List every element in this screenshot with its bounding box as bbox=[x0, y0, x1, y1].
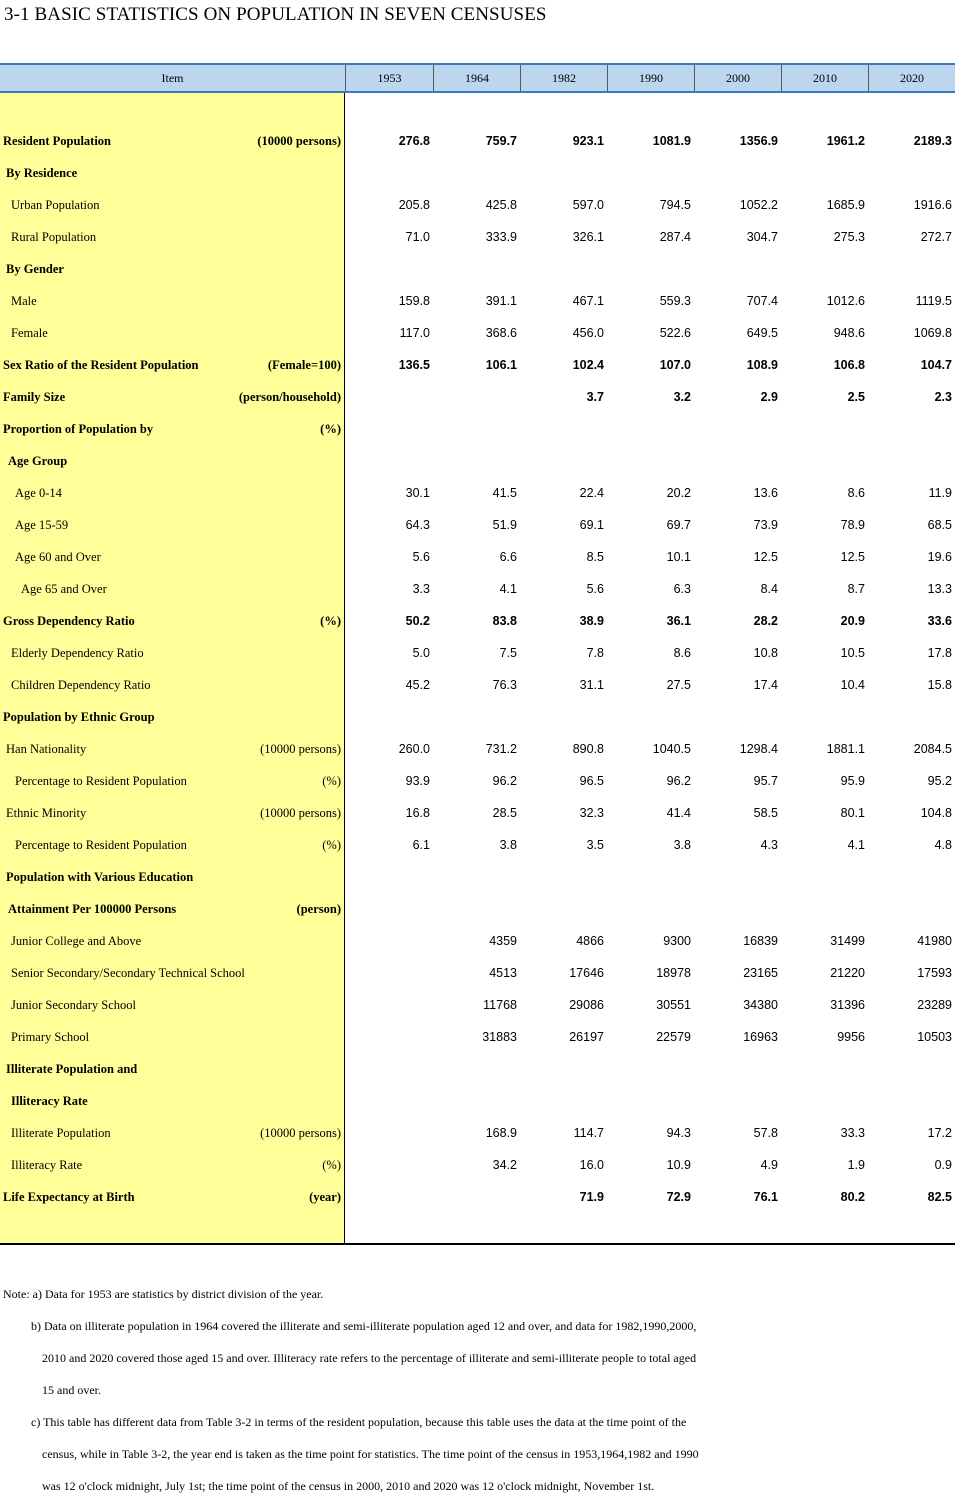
row-unit: (%) bbox=[322, 838, 341, 852]
value-cell: 2189.3 bbox=[913, 134, 952, 148]
value-cell: 83.8 bbox=[492, 614, 517, 628]
row-label: Urban Population bbox=[11, 198, 100, 212]
table-row bbox=[0, 317, 955, 349]
value-cell: 794.5 bbox=[659, 198, 691, 212]
value-cell: 41980 bbox=[917, 934, 952, 948]
row-label: Junior College and Above bbox=[11, 934, 142, 948]
value-cell: 78.9 bbox=[840, 518, 865, 532]
table-row bbox=[0, 477, 955, 509]
table-row bbox=[0, 765, 955, 797]
row-label: Han Nationality bbox=[6, 742, 87, 756]
value-cell: 104.7 bbox=[920, 358, 952, 372]
row-unit: (10000 persons) bbox=[260, 1126, 341, 1140]
table-row bbox=[0, 253, 955, 285]
value-cell: 28.5 bbox=[492, 806, 517, 820]
value-cell: 13.3 bbox=[927, 582, 952, 596]
header-year: 1953 bbox=[345, 65, 433, 91]
header-year: 2000 bbox=[694, 65, 781, 91]
row-label: Sex Ratio of the Resident Population bbox=[3, 358, 199, 372]
value-cell: 326.1 bbox=[572, 230, 604, 244]
value-cell: 11.9 bbox=[928, 486, 952, 500]
row-label: Illiteracy Rate bbox=[11, 1158, 83, 1172]
value-cell: 10.5 bbox=[840, 646, 865, 660]
value-cell: 45.2 bbox=[405, 678, 430, 692]
value-cell: 20.9 bbox=[840, 614, 865, 628]
value-cell: 597.0 bbox=[572, 198, 604, 212]
value-cell: 4.8 bbox=[934, 838, 952, 852]
value-cell: 17593 bbox=[917, 966, 952, 980]
value-cell: 4513 bbox=[489, 966, 517, 980]
value-cell: 2.9 bbox=[760, 390, 778, 404]
value-cell: 80.1 bbox=[840, 806, 865, 820]
table-row bbox=[0, 509, 955, 541]
value-cell: 108.9 bbox=[746, 358, 778, 372]
row-label: Illiterate Population and bbox=[6, 1062, 138, 1076]
table-row bbox=[0, 989, 955, 1021]
row-label: Elderly Dependency Ratio bbox=[11, 646, 144, 660]
value-cell: 368.6 bbox=[485, 326, 517, 340]
row-unit: (10000 persons) bbox=[260, 742, 341, 756]
value-cell: 456.0 bbox=[572, 326, 604, 340]
row-unit: (person) bbox=[296, 902, 341, 916]
row-unit: (10000 persons) bbox=[260, 806, 341, 820]
value-cell: 73.9 bbox=[753, 518, 778, 532]
value-cell: 31396 bbox=[830, 998, 865, 1012]
row-label: Percentage to Resident Population bbox=[15, 838, 187, 852]
value-cell: 16839 bbox=[743, 934, 778, 948]
value-cell: 33.3 bbox=[840, 1126, 865, 1140]
value-cell: 30551 bbox=[656, 998, 691, 1012]
value-cell: 6.1 bbox=[412, 838, 430, 852]
value-cell: 890.8 bbox=[572, 742, 604, 756]
value-cell: 23165 bbox=[743, 966, 778, 980]
row-label: Female bbox=[11, 326, 48, 340]
value-cell: 391.1 bbox=[485, 294, 517, 308]
row-label: Family Size bbox=[3, 390, 66, 404]
table-row bbox=[0, 221, 955, 253]
value-cell: 26197 bbox=[569, 1030, 604, 1044]
value-cell: 114.7 bbox=[573, 1126, 604, 1140]
table-row bbox=[0, 1117, 955, 1149]
value-cell: 31.1 bbox=[579, 678, 604, 692]
value-cell: 1298.4 bbox=[739, 742, 778, 756]
row-label: Resident Population bbox=[3, 134, 112, 148]
value-cell: 4.1 bbox=[847, 838, 865, 852]
value-cell: 3.8 bbox=[499, 838, 517, 852]
value-cell: 275.3 bbox=[833, 230, 865, 244]
table-row bbox=[0, 605, 955, 637]
row-label: By Residence bbox=[6, 166, 78, 180]
value-cell: 2.5 bbox=[847, 390, 865, 404]
row-label: Age 0-14 bbox=[15, 486, 62, 500]
row-unit: (person/household) bbox=[238, 390, 341, 404]
header-year: 2020 bbox=[868, 65, 955, 91]
value-cell: 333.9 bbox=[485, 230, 517, 244]
row-label: Junior Secondary School bbox=[11, 998, 136, 1012]
row-label: Male bbox=[11, 294, 37, 308]
value-cell: 1052.2 bbox=[739, 198, 778, 212]
header-item-label: Item bbox=[161, 71, 184, 85]
value-cell: 4866 bbox=[576, 934, 604, 948]
value-cell: 1916.6 bbox=[913, 198, 952, 212]
table-row bbox=[0, 413, 955, 445]
value-cell: 117.0 bbox=[399, 326, 430, 340]
table-row bbox=[0, 669, 955, 701]
value-cell: 3.3 bbox=[412, 582, 430, 596]
value-cell: 4.1 bbox=[499, 582, 517, 596]
value-cell: 136.5 bbox=[398, 358, 430, 372]
value-cell: 304.7 bbox=[746, 230, 778, 244]
value-cell: 16.8 bbox=[405, 806, 430, 820]
note-line: 2010 and 2020 covered those aged 15 and over. Illiteracy rate refers to the percentage of illiterate and semi-illiterate people to total aged bbox=[42, 1351, 697, 1365]
row-unit: (%) bbox=[320, 422, 341, 436]
value-cell: 68.5 bbox=[927, 518, 952, 532]
table-notes bbox=[0, 1278, 955, 1502]
value-cell: 1069.8 bbox=[913, 326, 952, 340]
table-row bbox=[0, 157, 955, 189]
value-cell: 10503 bbox=[917, 1030, 952, 1044]
row-label: Gross Dependency Ratio bbox=[3, 614, 135, 628]
value-cell: 1081.9 bbox=[652, 134, 691, 148]
value-cell: 15.8 bbox=[927, 678, 952, 692]
value-cell: 1881.1 bbox=[826, 742, 865, 756]
value-cell: 93.9 bbox=[405, 774, 430, 788]
row-label: Children Dependency Ratio bbox=[11, 678, 151, 692]
value-cell: 71.0 bbox=[405, 230, 430, 244]
value-cell: 96.5 bbox=[579, 774, 604, 788]
row-unit: (%) bbox=[322, 1158, 341, 1172]
value-cell: 8.6 bbox=[847, 486, 865, 500]
table-row bbox=[0, 445, 955, 477]
row-label: Population with Various Education bbox=[6, 870, 194, 884]
value-cell: 28.2 bbox=[753, 614, 778, 628]
value-cell: 95.2 bbox=[927, 774, 952, 788]
value-cell: 7.5 bbox=[499, 646, 517, 660]
value-cell: 58.5 bbox=[753, 806, 778, 820]
value-cell: 17.4 bbox=[753, 678, 778, 692]
table-row bbox=[0, 125, 955, 157]
value-cell: 8.6 bbox=[673, 646, 691, 660]
value-cell: 2084.5 bbox=[913, 742, 952, 756]
value-cell: 95.9 bbox=[840, 774, 865, 788]
value-cell: 69.7 bbox=[666, 518, 691, 532]
value-cell: 3.2 bbox=[673, 390, 691, 404]
value-cell: 287.4 bbox=[659, 230, 691, 244]
header-year: 1990 bbox=[607, 65, 694, 91]
value-cell: 11768 bbox=[483, 998, 517, 1012]
table-row bbox=[0, 797, 955, 829]
value-cell: 3.7 bbox=[586, 390, 604, 404]
value-cell: 1119.5 bbox=[915, 294, 952, 308]
value-cell: 923.1 bbox=[572, 134, 604, 148]
value-cell: 33.6 bbox=[927, 614, 952, 628]
value-cell: 32.3 bbox=[579, 806, 604, 820]
value-cell: 6.6 bbox=[499, 550, 517, 564]
value-cell: 20.2 bbox=[666, 486, 691, 500]
value-cell: 29086 bbox=[569, 998, 604, 1012]
value-cell: 34380 bbox=[743, 998, 778, 1012]
row-label: Age Group bbox=[8, 454, 68, 468]
table-row bbox=[0, 829, 955, 861]
row-label: Ethnic Minority bbox=[6, 806, 87, 820]
value-cell: 2.3 bbox=[934, 390, 952, 404]
value-cell: 34.2 bbox=[492, 1158, 517, 1172]
value-cell: 21220 bbox=[830, 966, 865, 980]
value-cell: 102.4 bbox=[572, 358, 604, 372]
table-row bbox=[0, 541, 955, 573]
table-row bbox=[0, 893, 955, 925]
table-row bbox=[0, 349, 955, 381]
table-row bbox=[0, 573, 955, 605]
table-row bbox=[0, 701, 955, 733]
row-label: Life Expectancy at Birth bbox=[3, 1190, 135, 1204]
value-cell: 1040.5 bbox=[652, 742, 691, 756]
value-cell: 276.8 bbox=[398, 134, 430, 148]
value-cell: 3.8 bbox=[673, 838, 691, 852]
value-cell: 0.9 bbox=[934, 1158, 952, 1172]
value-cell: 12.5 bbox=[840, 550, 865, 564]
value-cell: 1685.9 bbox=[826, 198, 865, 212]
value-cell: 107.0 bbox=[659, 358, 691, 372]
value-cell: 64.3 bbox=[405, 518, 430, 532]
value-cell: 10.8 bbox=[753, 646, 778, 660]
value-cell: 106.8 bbox=[833, 358, 865, 372]
value-cell: 17.8 bbox=[927, 646, 952, 660]
table-row bbox=[0, 1149, 955, 1181]
value-cell: 41.4 bbox=[666, 806, 691, 820]
value-cell: 69.1 bbox=[579, 518, 604, 532]
value-cell: 759.7 bbox=[485, 134, 517, 148]
value-cell: 425.8 bbox=[485, 198, 517, 212]
value-cell: 205.8 bbox=[398, 198, 430, 212]
value-cell: 5.0 bbox=[412, 646, 430, 660]
row-label: Attainment Per 100000 Persons bbox=[8, 902, 177, 916]
value-cell: 1961.2 bbox=[826, 134, 865, 148]
value-cell: 467.1 bbox=[572, 294, 604, 308]
value-cell: 50.2 bbox=[405, 614, 430, 628]
row-label: Illiterate Population bbox=[11, 1126, 111, 1140]
value-cell: 1356.9 bbox=[739, 134, 778, 148]
value-cell: 707.4 bbox=[746, 294, 778, 308]
value-cell: 57.8 bbox=[753, 1126, 778, 1140]
value-cell: 8.4 bbox=[760, 582, 778, 596]
value-cell: 260.0 bbox=[398, 742, 430, 756]
value-cell: 31499 bbox=[830, 934, 865, 948]
value-cell: 71.9 bbox=[579, 1190, 604, 1204]
table-row bbox=[0, 1053, 955, 1085]
value-cell: 5.6 bbox=[586, 582, 604, 596]
row-label: Primary School bbox=[11, 1030, 90, 1044]
value-cell: 23289 bbox=[917, 998, 952, 1012]
value-cell: 94.3 bbox=[666, 1126, 691, 1140]
row-label: By Gender bbox=[6, 262, 64, 276]
table-row bbox=[0, 381, 955, 413]
note-line: census, while in Table 3-2, the year end is taken as the time point for statistics. The time point of the census in 1953,1964,1982 and 1990 bbox=[42, 1447, 699, 1461]
value-cell: 4359 bbox=[489, 934, 517, 948]
value-cell: 80.2 bbox=[840, 1190, 865, 1204]
value-cell: 36.1 bbox=[666, 614, 691, 628]
note-line: 15 and over. bbox=[42, 1383, 101, 1397]
value-cell: 4.3 bbox=[760, 838, 778, 852]
value-cell: 41.5 bbox=[492, 486, 517, 500]
value-cell: 96.2 bbox=[666, 774, 691, 788]
row-unit: (Female=100) bbox=[267, 358, 341, 372]
value-cell: 10.4 bbox=[840, 678, 865, 692]
row-label: Senior Secondary/Secondary Technical School bbox=[11, 966, 245, 980]
row-label: Rural Population bbox=[11, 230, 97, 244]
value-cell: 38.9 bbox=[579, 614, 604, 628]
row-unit: (%) bbox=[322, 774, 341, 788]
value-cell: 27.5 bbox=[666, 678, 691, 692]
value-cell: 76.1 bbox=[753, 1190, 778, 1204]
table-row bbox=[0, 285, 955, 317]
value-cell: 10.9 bbox=[666, 1158, 691, 1172]
value-cell: 16.0 bbox=[579, 1158, 604, 1172]
value-cell: 18978 bbox=[656, 966, 691, 980]
value-cell: 1.9 bbox=[847, 1158, 865, 1172]
value-cell: 159.8 bbox=[398, 294, 430, 308]
value-cell: 96.2 bbox=[492, 774, 517, 788]
table-row bbox=[0, 1181, 955, 1213]
value-cell: 82.5 bbox=[927, 1190, 952, 1204]
table-row bbox=[0, 1085, 955, 1117]
value-cell: 522.6 bbox=[659, 326, 691, 340]
value-cell: 72.9 bbox=[666, 1190, 691, 1204]
row-unit: (%) bbox=[320, 614, 341, 628]
row-label: Age 15-59 bbox=[15, 518, 69, 532]
value-cell: 17.2 bbox=[927, 1126, 952, 1140]
table-header bbox=[0, 63, 955, 93]
value-cell: 649.5 bbox=[746, 326, 778, 340]
value-cell: 272.7 bbox=[920, 230, 952, 244]
value-cell: 8.5 bbox=[586, 550, 604, 564]
row-label: Percentage to Resident Population bbox=[15, 774, 187, 788]
header-year: 1964 bbox=[433, 65, 520, 91]
row-unit: (10000 persons) bbox=[257, 134, 341, 148]
value-cell: 104.8 bbox=[920, 806, 952, 820]
note-line: c) This table has different data from Table 3-2 in terms of the resident population, because this table uses the data at the time point of the bbox=[31, 1415, 687, 1429]
value-cell: 6.3 bbox=[673, 582, 691, 596]
row-label: Age 65 and Over bbox=[21, 582, 107, 596]
table-row bbox=[0, 861, 955, 893]
table-body bbox=[0, 125, 955, 1213]
value-cell: 3.5 bbox=[586, 838, 604, 852]
value-cell: 731.2 bbox=[485, 742, 517, 756]
value-cell: 95.7 bbox=[753, 774, 778, 788]
table-row bbox=[0, 957, 955, 989]
value-cell: 7.8 bbox=[586, 646, 604, 660]
value-cell: 76.3 bbox=[492, 678, 517, 692]
value-cell: 4.9 bbox=[760, 1158, 778, 1172]
value-cell: 17646 bbox=[569, 966, 604, 980]
row-label: Illiteracy Rate bbox=[11, 1094, 88, 1108]
value-cell: 22.4 bbox=[579, 486, 604, 500]
value-cell: 19.6 bbox=[927, 550, 952, 564]
value-cell: 16963 bbox=[743, 1030, 778, 1044]
note-line: b) Data on illiterate population in 1964 covered the illiterate and semi-illiterate population aged 12 and over, and data for 1982,1990,2000, bbox=[31, 1319, 697, 1333]
row-label: Age 60 and Over bbox=[15, 550, 101, 564]
row-label: Population by Ethnic Group bbox=[3, 710, 155, 724]
header-year: 2010 bbox=[781, 65, 868, 91]
page-title: 3-1 BASIC STATISTICS ON POPULATION IN SEVEN CENSUSES bbox=[4, 4, 547, 25]
table-row bbox=[0, 637, 955, 669]
value-cell: 1012.6 bbox=[826, 294, 865, 308]
table-row bbox=[0, 925, 955, 957]
value-cell: 12.5 bbox=[753, 550, 778, 564]
value-cell: 9956 bbox=[837, 1030, 865, 1044]
value-cell: 168.9 bbox=[485, 1126, 517, 1140]
value-cell: 10.1 bbox=[666, 550, 691, 564]
note-line: Note: a) Data for 1953 are statistics by district division of the year. bbox=[3, 1287, 324, 1301]
header-year: 1982 bbox=[520, 65, 607, 91]
table-bottom-rule bbox=[0, 1243, 955, 1245]
table-row bbox=[0, 1021, 955, 1053]
table-row bbox=[0, 733, 955, 765]
value-cell: 22579 bbox=[656, 1030, 691, 1044]
value-cell: 948.6 bbox=[833, 326, 865, 340]
value-cell: 106.1 bbox=[485, 358, 517, 372]
value-cell: 30.1 bbox=[405, 486, 430, 500]
row-label: Proportion of Population by bbox=[3, 422, 154, 436]
value-cell: 559.3 bbox=[659, 294, 691, 308]
value-cell: 8.7 bbox=[847, 582, 865, 596]
value-cell: 51.9 bbox=[492, 518, 517, 532]
value-cell: 5.6 bbox=[412, 550, 430, 564]
note-line: was 12 o'clock midnight, July 1st; the time point of the census in 2000, 2010 and 2020 was 12 o'clock midnight, November 1st. bbox=[42, 1479, 655, 1493]
value-cell: 9300 bbox=[663, 934, 691, 948]
table-row bbox=[0, 189, 955, 221]
value-cell: 13.6 bbox=[753, 486, 778, 500]
value-cell: 31883 bbox=[482, 1030, 517, 1044]
row-unit: (year) bbox=[309, 1190, 341, 1204]
